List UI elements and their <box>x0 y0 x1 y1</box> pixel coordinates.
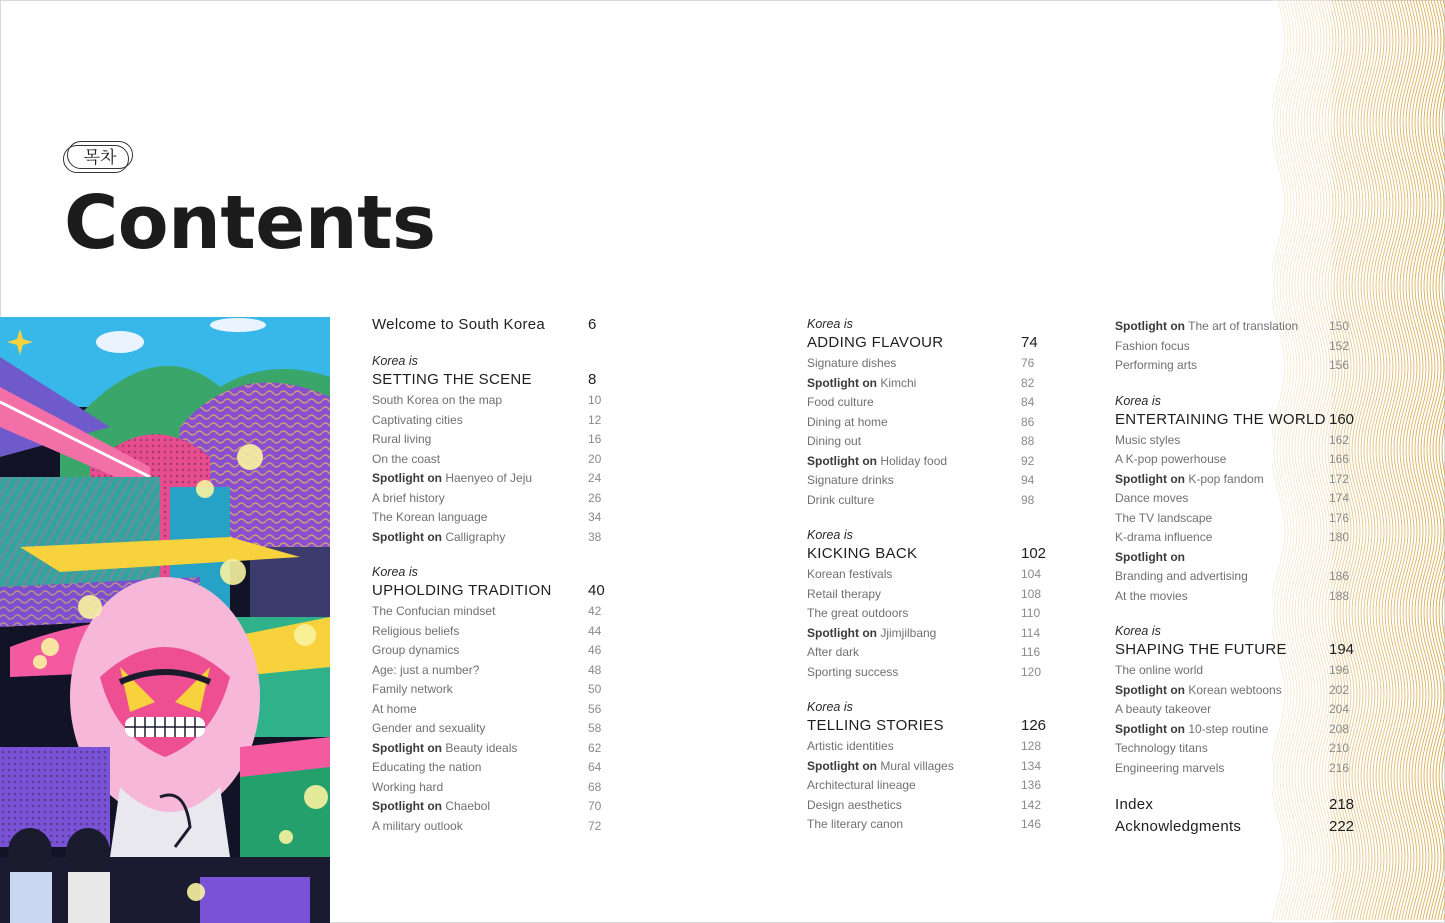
toc-entry-title: Food culture <box>807 395 874 409</box>
toc-entry <box>372 604 495 618</box>
toc-entry <box>1115 741 1208 755</box>
page-number: 94 <box>1021 473 1035 487</box>
toc-entry-title: Beauty ideals <box>445 740 518 755</box>
toc-entry-title: Retail therapy <box>807 586 882 601</box>
toc-entry-title: A K-pop powerhouse <box>1115 452 1227 466</box>
page-number: 136 <box>1021 778 1042 792</box>
toc-entry-title: Captivating cities <box>372 412 463 427</box>
toc-entry <box>807 454 947 468</box>
section-kicker: Korea is <box>807 317 853 331</box>
toc-entry <box>372 702 417 716</box>
page-number: 110 <box>1021 606 1041 620</box>
toc-entry <box>807 473 894 487</box>
page-number: 162 <box>1329 432 1350 447</box>
toc-entry-title: Haenyeo of Jeju <box>445 471 533 485</box>
page-title: Contents <box>64 180 436 266</box>
page-number: 88 <box>1021 434 1035 448</box>
page-number: 10 <box>588 393 602 407</box>
toc-entry-title: Korean webtoons <box>1188 682 1282 697</box>
toc-entry-title: Rural living <box>372 432 432 446</box>
toc-entry-title: Dining at home <box>807 414 888 429</box>
toc-entry-title: Signature dishes <box>807 356 897 370</box>
page-number: 72 <box>588 818 602 833</box>
toc-entry-title: The TV landscape <box>1115 510 1213 525</box>
korea-illustration <box>0 317 330 923</box>
toc-entry <box>372 393 502 407</box>
page-number: 152 <box>1329 338 1350 353</box>
page-number: 108 <box>1021 586 1042 601</box>
toc-entry-title: 10-step routine <box>1188 721 1269 736</box>
toc-entry-title: After dark <box>807 645 860 659</box>
page-number: 58 <box>588 721 602 735</box>
toc-entry-title: K-pop fandom <box>1188 471 1264 486</box>
korean-contents-badge: 목차 <box>67 141 133 169</box>
toc-entry-title: Dance moves <box>1115 491 1189 505</box>
toc-entry-title: Performing arts <box>1115 358 1198 372</box>
toc-entry-title: Artistic identities <box>807 739 894 753</box>
section-heading: ENTERTAINING THE WORLD <box>1115 410 1326 428</box>
spotlight-label: Spotlight on <box>807 375 877 390</box>
toc-entry <box>372 491 445 505</box>
toc-entry-title: Architectural lineage <box>807 778 916 792</box>
toc-entry-title: Kimchi <box>880 375 917 390</box>
page-number: 146 <box>1021 817 1042 831</box>
toc-entry-title: Holiday food <box>880 453 948 468</box>
spotlight-label: Spotlight on <box>807 453 877 468</box>
toc-entry <box>1115 761 1224 775</box>
toc-entry-title: A beauty takeover <box>1115 702 1212 716</box>
section-heading: ADDING FLAVOUR <box>807 334 944 351</box>
toc-entry <box>807 376 916 390</box>
page-number: 204 <box>1329 702 1350 716</box>
toc-entry <box>807 395 874 409</box>
toc-entry-title: At the movies <box>1115 588 1188 603</box>
page-number: 24 <box>588 471 602 485</box>
toc-entry <box>807 759 954 773</box>
toc-entry <box>807 415 888 429</box>
toc-entry-title: Dining out <box>807 434 862 448</box>
toc-entry <box>807 606 908 620</box>
spotlight-label: Spotlight on <box>1115 721 1185 736</box>
page-number: 44 <box>588 623 602 638</box>
toc-entry-title: South Korea on the map <box>372 393 503 407</box>
toc-entry-title: Calligraphy <box>445 529 506 544</box>
toc-entry <box>372 721 485 735</box>
page-number: 116 <box>1021 645 1041 659</box>
page-number: 82 <box>1021 375 1035 390</box>
page-number: 70 <box>588 799 602 813</box>
toc-entry <box>372 432 431 446</box>
page-number: 142 <box>1021 797 1042 812</box>
toc-entry <box>1115 702 1211 716</box>
section-heading: Welcome to South Korea <box>372 316 546 333</box>
toc-entry <box>372 819 463 833</box>
section-heading: KICKING BACK <box>807 545 918 562</box>
toc-entry <box>372 741 517 755</box>
page-number: 120 <box>1021 664 1042 679</box>
toc-entry <box>807 798 902 812</box>
page-number: 20 <box>588 451 602 466</box>
toc-entry-title: Signature drinks <box>807 473 894 487</box>
toc-entry-title: Engineering marvels <box>1115 760 1225 775</box>
spotlight-label: Spotlight on <box>372 799 442 813</box>
toc-entry <box>1115 319 1298 333</box>
page-number: 188 <box>1329 588 1350 603</box>
page-number: 50 <box>588 682 602 696</box>
toc-entry-title: K-drama influence <box>1115 530 1213 544</box>
page-number: 26 <box>588 490 602 505</box>
section-kicker: Korea is <box>807 700 853 714</box>
toc-entry <box>1115 491 1188 505</box>
section-kicker: Korea is <box>372 354 418 368</box>
page-number: 76 <box>1021 356 1035 370</box>
toc-entry <box>807 567 892 581</box>
page-number: 172 <box>1329 471 1350 486</box>
section-heading: Index <box>1115 796 1154 813</box>
toc-entry <box>1115 511 1212 525</box>
page-number: 6 <box>588 316 597 333</box>
toc-entry <box>1115 722 1268 736</box>
page-number: 128 <box>1021 739 1042 753</box>
page-number: 186 <box>1329 569 1350 583</box>
page-number: 210 <box>1329 741 1350 755</box>
page-number: 84 <box>1021 395 1035 409</box>
page-number: 40 <box>588 582 605 599</box>
toc-entry <box>807 493 874 507</box>
spotlight-label: Spotlight on <box>1115 471 1185 486</box>
toc-entry <box>1115 358 1197 372</box>
toc-entry <box>807 665 898 679</box>
toc-entry <box>372 780 443 794</box>
toc-entry-title: Family network <box>372 682 453 696</box>
section-kicker: Korea is <box>372 565 418 579</box>
toc-entry <box>1115 530 1212 544</box>
toc-entry <box>1115 589 1188 603</box>
toc-entry-title: Working hard <box>372 779 444 794</box>
toc-entry <box>1115 663 1203 677</box>
page-number: 126 <box>1021 717 1047 734</box>
spotlight-label: Spotlight on <box>807 625 877 640</box>
toc-entry-title: Group dynamics <box>372 643 460 657</box>
toc-entry-title: Branding and advertising <box>1115 569 1248 583</box>
toc-entry <box>372 471 532 485</box>
page-number: 134 <box>1021 758 1042 773</box>
toc-entry-title: Chaebol <box>445 799 491 813</box>
page-number: 34 <box>588 510 602 524</box>
page-number: 64 <box>588 760 602 774</box>
toc-entry <box>807 356 896 370</box>
page-number: 56 <box>588 701 602 716</box>
page-number: 86 <box>1021 414 1035 429</box>
page-number: 156 <box>1329 358 1350 372</box>
toc-entry-title: The literary canon <box>807 817 904 831</box>
toc-entry <box>1115 472 1264 486</box>
page-number: 42 <box>588 604 602 618</box>
toc-entry <box>1115 339 1190 353</box>
page-number: 208 <box>1329 721 1350 736</box>
toc-entry-title: Jjimjilbang <box>880 625 937 640</box>
toc-entry-title: Design aesthetics <box>807 797 902 812</box>
page-number: 160 <box>1329 410 1355 428</box>
page-number: 46 <box>588 643 602 657</box>
toc-entry <box>372 663 479 677</box>
page-number: 174 <box>1329 491 1350 505</box>
toc-entry <box>1115 452 1226 466</box>
toc-entry-title: The art of translation <box>1188 319 1299 333</box>
toc-entry-title: Age: just a number? <box>372 662 480 677</box>
spotlight-label: Spotlight on <box>807 758 877 773</box>
toc-entry-title: Sporting success <box>807 664 899 679</box>
toc-entry <box>372 643 459 657</box>
toc-entry <box>372 799 490 813</box>
page-number: 222 <box>1329 818 1355 835</box>
toc-entry-title: On the coast <box>372 451 441 466</box>
toc-entry <box>372 452 440 466</box>
toc-entry-title: The Confucian mindset <box>372 604 496 618</box>
toc-entry-title: The Korean language <box>372 510 488 524</box>
toc-entry <box>372 413 463 427</box>
toc-entry <box>372 760 481 774</box>
page-number: 194 <box>1329 641 1355 658</box>
spotlight-label: Spotlight on <box>1115 549 1185 564</box>
spotlight-label: Spotlight on <box>372 471 442 485</box>
toc-entry-title: The online world <box>1115 663 1204 677</box>
toc-entry <box>807 587 881 601</box>
toc-entry-title: The great outdoors <box>807 606 909 620</box>
page-number: 8 <box>588 371 597 388</box>
section-heading: Acknowledgments <box>1115 818 1242 835</box>
toc-entry <box>372 510 487 524</box>
spotlight-label: Spotlight on <box>372 740 442 755</box>
page-number: 48 <box>588 662 602 677</box>
spotlight-label: Spotlight on <box>1115 319 1185 333</box>
spotlight-label: Spotlight on <box>372 529 442 544</box>
page-number: 62 <box>588 740 602 755</box>
toc-entry-title: A brief history <box>372 490 445 505</box>
toc-entry-title: At home <box>372 701 417 716</box>
toc-entry-title: Technology titans <box>1115 741 1208 755</box>
page-number: 102 <box>1021 545 1047 562</box>
section-kicker: Korea is <box>807 528 853 542</box>
section-kicker: Korea is <box>1115 393 1161 408</box>
page-number: 12 <box>588 412 602 427</box>
page-number: 202 <box>1329 682 1350 697</box>
toc-entry <box>1115 433 1180 447</box>
page-number: 38 <box>588 529 602 544</box>
section-heading: SETTING THE SCENE <box>372 371 532 388</box>
page-number: 218 <box>1329 796 1355 813</box>
toc-entry-title: Fashion focus <box>1115 338 1190 353</box>
page-number: 216 <box>1329 760 1350 775</box>
toc-entry-title: Korean festivals <box>807 567 893 581</box>
toc-entry <box>807 778 916 792</box>
toc-entry-title: Gender and sexuality <box>372 721 486 735</box>
page-number: 104 <box>1021 567 1042 581</box>
toc-entry <box>807 645 859 659</box>
toc-entry <box>807 434 861 448</box>
toc-entry <box>372 624 459 638</box>
wave-pattern <box>1272 0 1445 923</box>
section-heading: UPHOLDING TRADITION <box>372 582 552 599</box>
toc-entry <box>372 682 453 696</box>
toc-entry-title: Drink culture <box>807 492 875 507</box>
page-number: 176 <box>1329 510 1350 525</box>
page-number: 16 <box>588 432 602 446</box>
page-number: 74 <box>1021 334 1038 351</box>
toc-entry-title: Mural villages <box>880 758 954 773</box>
toc-entry <box>1115 569 1248 583</box>
page-number: 68 <box>588 779 602 794</box>
toc-entry-title: Music styles <box>1115 432 1181 447</box>
toc-entry <box>807 739 894 753</box>
toc-entry-title: Educating the nation <box>372 760 482 774</box>
page-number: 166 <box>1329 452 1350 466</box>
section-kicker: Korea is <box>1115 624 1161 638</box>
section-heading: TELLING STORIES <box>807 717 944 734</box>
toc-entry-title: A military outlook <box>372 818 463 833</box>
page-number: 180 <box>1329 530 1350 544</box>
page-number: 114 <box>1021 625 1041 640</box>
page-number: 98 <box>1021 492 1035 507</box>
toc-entry <box>807 817 903 831</box>
toc-entry <box>1115 683 1282 697</box>
toc-entry <box>372 530 505 544</box>
page-number: 92 <box>1021 453 1035 468</box>
toc-entry-title: Religious beliefs <box>372 623 460 638</box>
page-number: 196 <box>1329 663 1350 677</box>
spotlight-label: Spotlight on <box>1115 682 1185 697</box>
toc-entry <box>807 626 936 640</box>
page-number: 150 <box>1329 319 1350 333</box>
section-heading: SHAPING THE FUTURE <box>1115 641 1287 658</box>
toc-entry <box>1115 550 1185 564</box>
